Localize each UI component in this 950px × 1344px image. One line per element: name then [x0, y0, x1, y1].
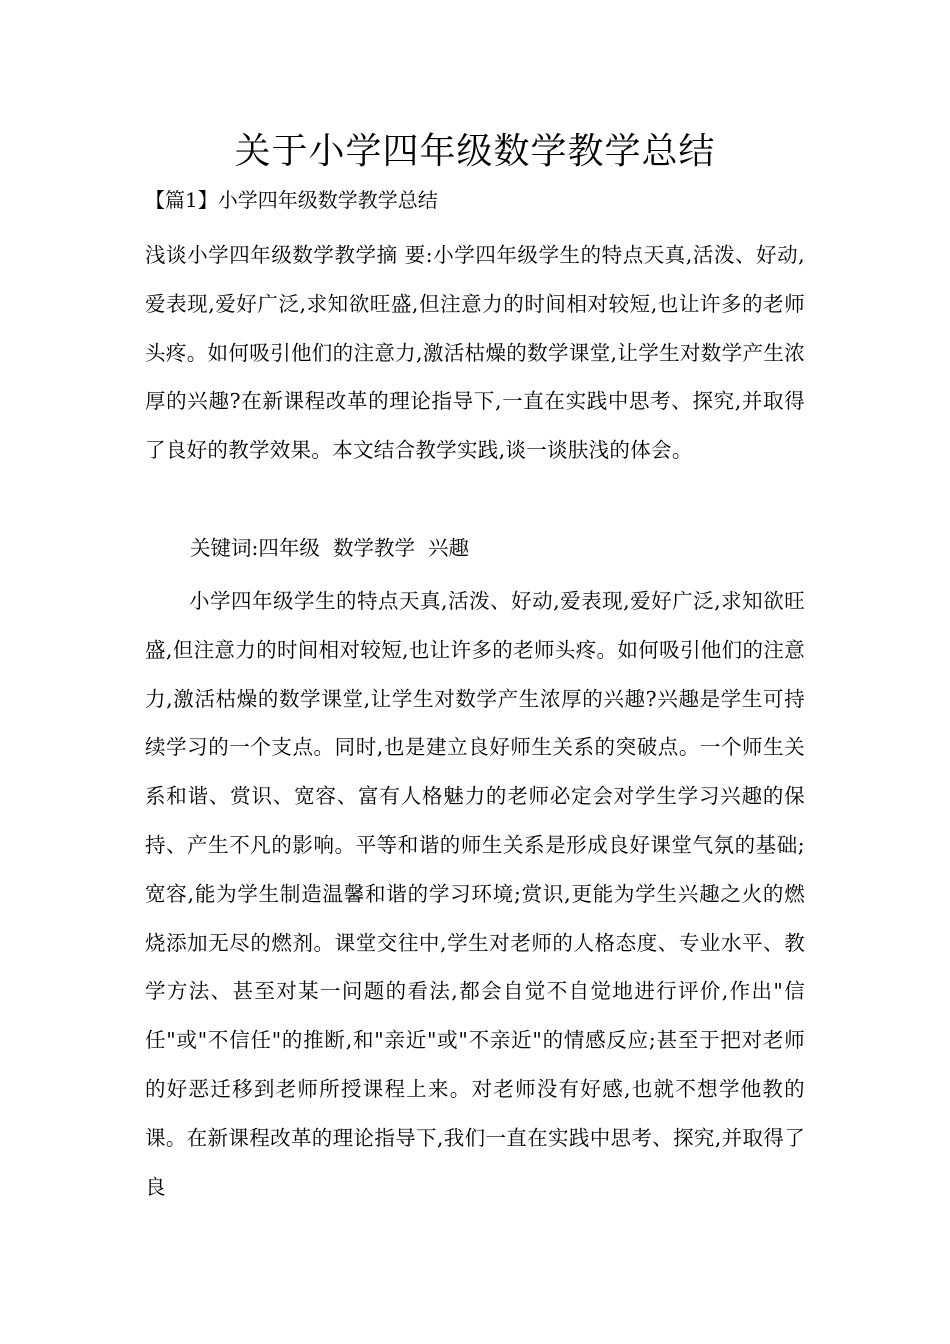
body-paragraph: 小学四年级学生的特点天真,活泼、好动,爱表现,爱好广泛,求知欲旺盛,但注意力的时间相对较短,也让许多的老师头疼。如何吸引他们的注意力,激活枯燥的数学课堂,让学生对数学产生浓厚的兴趣?兴趣是学生可持续学习的一个支点。同时,也是建立良好师生关系的突破点。一个师生关系和谐、赏识、宽容、富有人格魅力的老师必定会对学生学习兴趣的保持、产生不凡的影响。平等和谐的师生关系是形成良好课堂气氛的基础;宽容,能为学生制造温馨和谐的学习环境;赏识,更能为学生兴趣之火的燃烧添加无尽的燃剂。课堂交往中,学生对老师的人格态度、专业水平、教学方法、甚至对某一问题的看法,都会自觉不自觉地进行评价,作出"信任"或"不信任"的推断,和"亲近"或"不亲近"的情感反应;甚至于把对老师的好恶迁移到老师所授课程上来。对老师没有好感,也就不想学他教的课。在新课程改革的理论指导下,我们一直在实践中思考、探究,并取得了良	[145, 589, 805, 1199]
keywords-line: 关键词:四年级 数学教学 兴趣	[190, 536, 469, 560]
abstract-paragraph: 浅谈小学四年级数学教学摘 要:小学四年级学生的特点天真,活泼、好动,爱表现,爱好广泛,求知欲旺盛,但注意力的时间相对较短,也让许多的老师头疼。如何吸引他们的注意力,激活枯燥的数学课堂,让学生对数学产生浓厚的兴趣?在新课程改革的理论指导下,一直在实践中思考、探究,并取得了良好的教学效果。本文结合教学实践,谈一谈肤浅的体会。	[145, 243, 805, 463]
section-heading: 【篇1】小学四年级数学教学总结	[145, 188, 438, 212]
document-title: 关于小学四年级数学教学总结	[234, 131, 716, 172]
